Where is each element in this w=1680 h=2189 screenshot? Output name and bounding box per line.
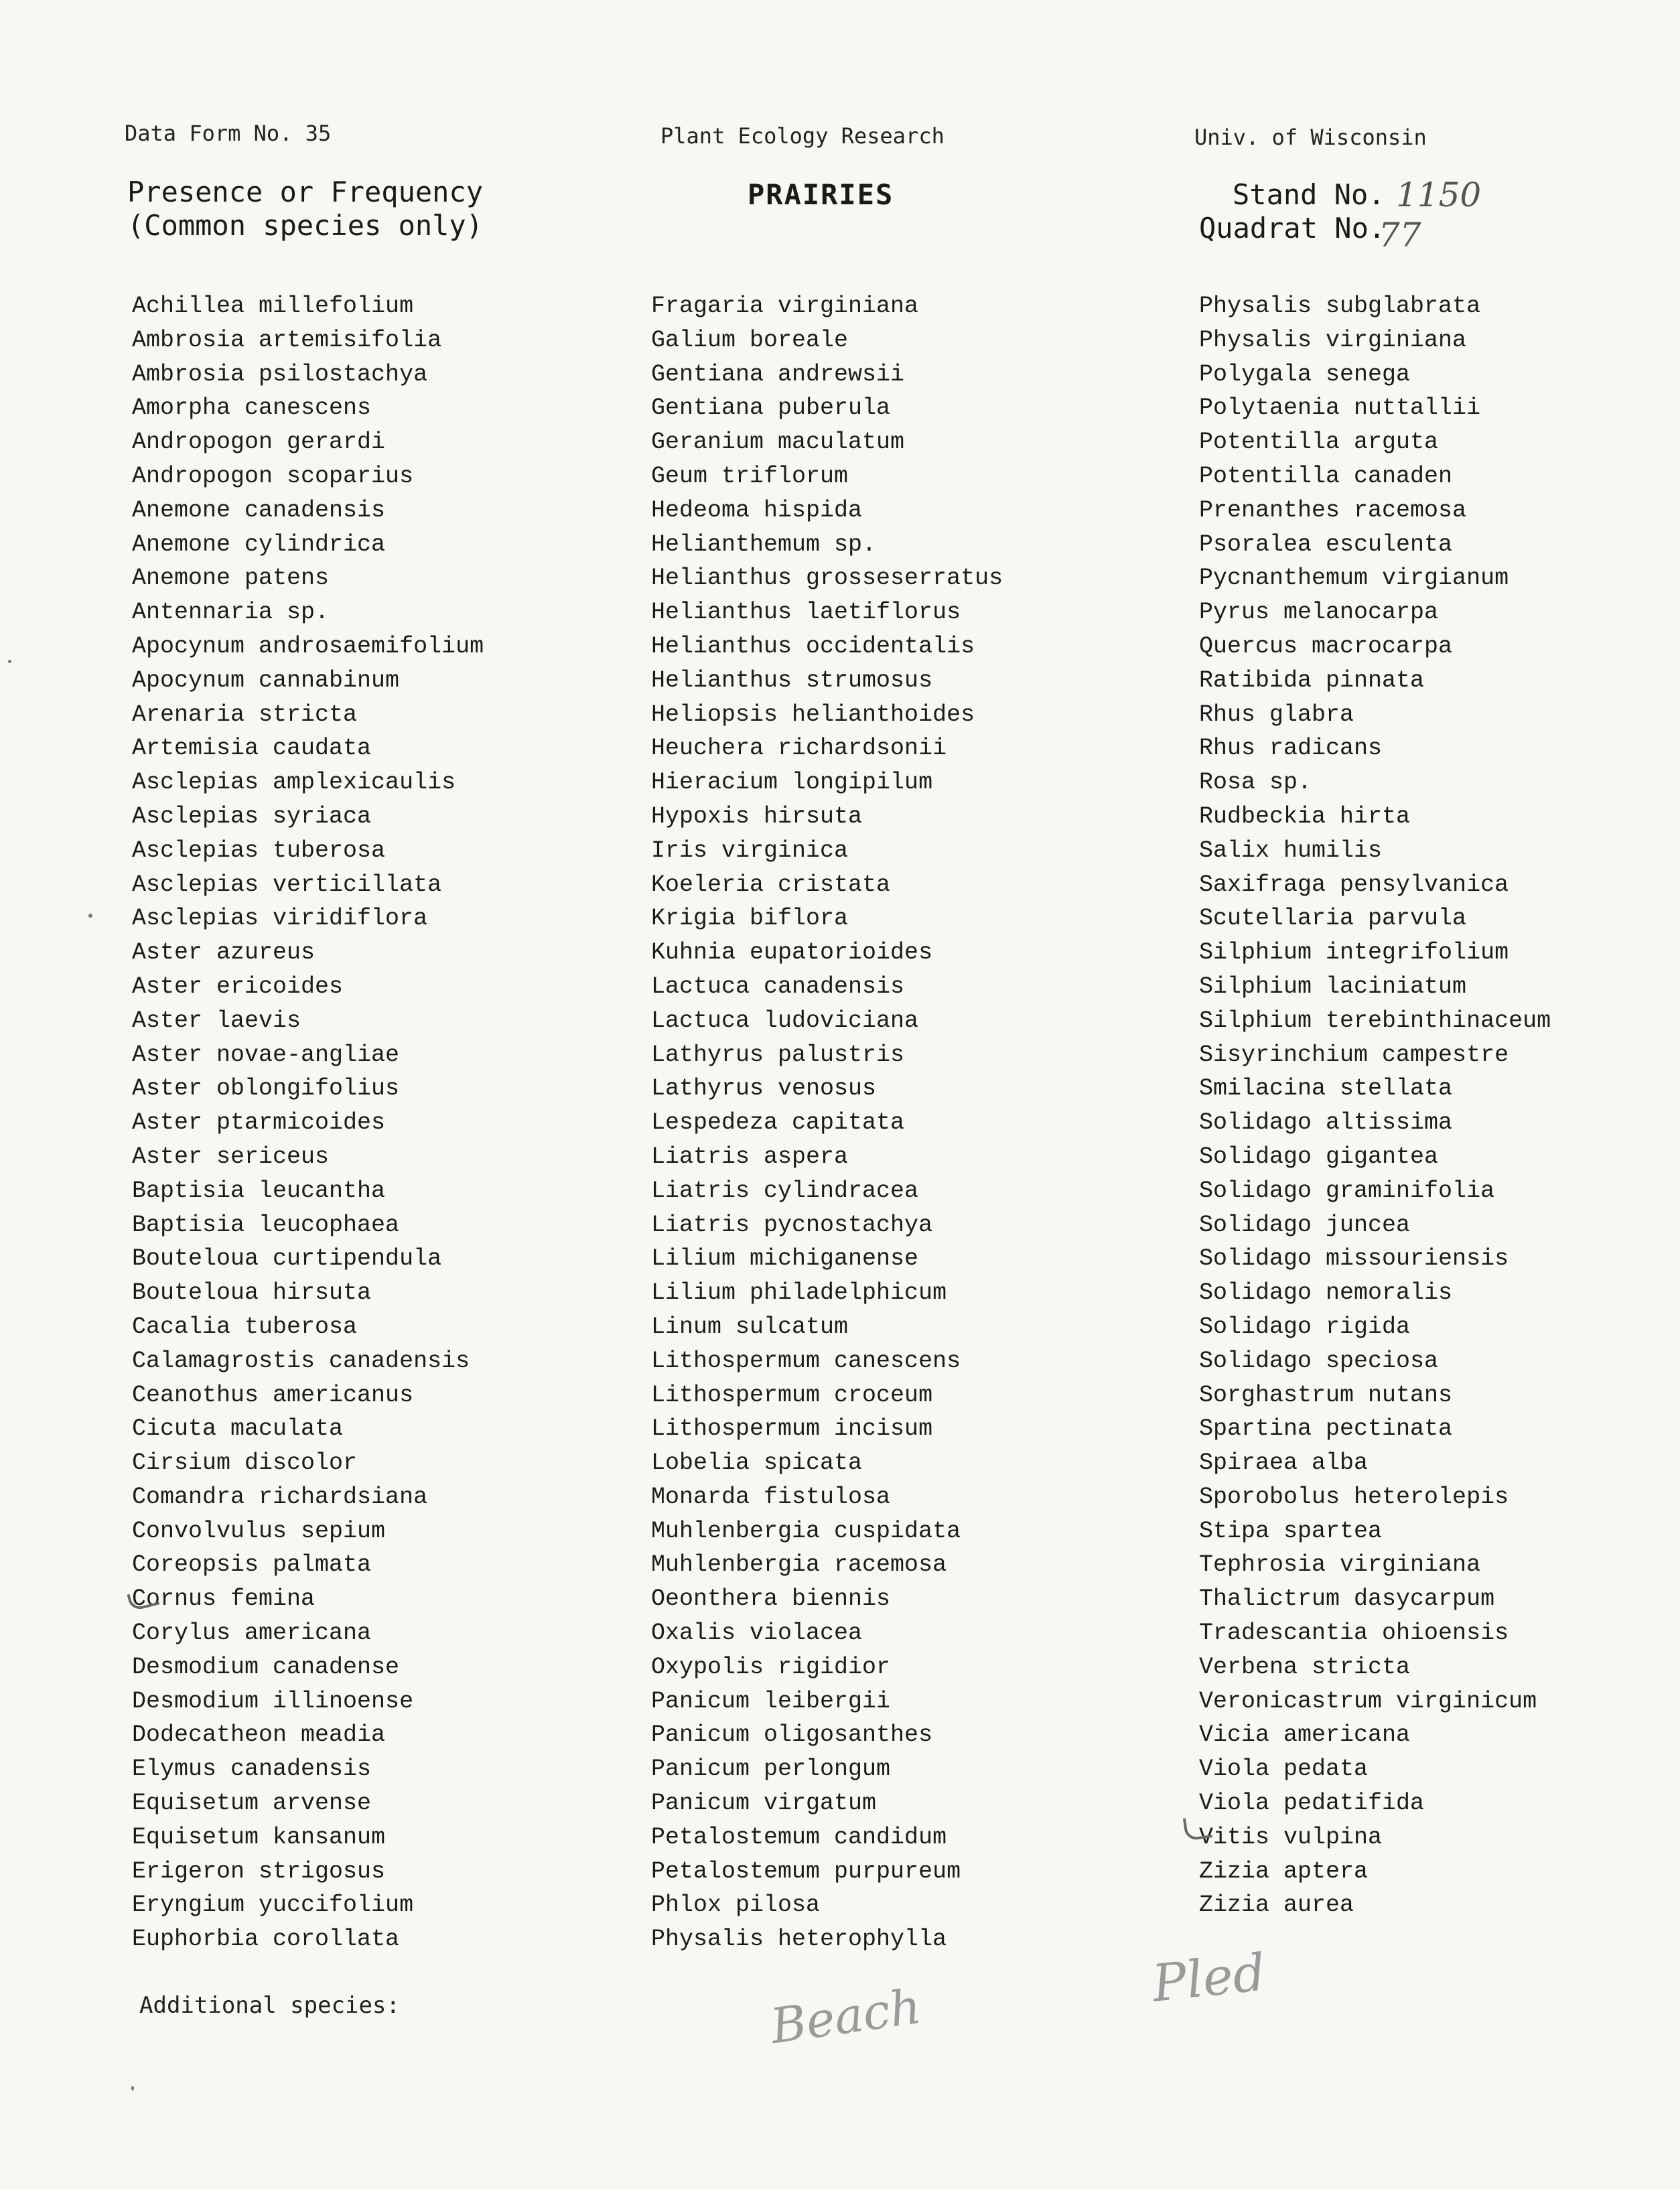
species-entry: Pycnanthemum virgianum <box>1199 565 1509 592</box>
species-entry: Aster oblongifolius <box>132 1075 400 1103</box>
species-entry: Iris virginica <box>651 837 849 864</box>
species-column-1 <box>132 289 484 1957</box>
species-entry: Phlox pilosa <box>651 1892 821 1919</box>
species-entry: Hieracium longipilum <box>651 769 933 796</box>
species-entry: Helianthemum sp. <box>651 531 877 558</box>
species-entry: Cacalia tuberosa <box>132 1313 358 1340</box>
species-entry: Cornus femina <box>132 1585 316 1613</box>
species-entry: Panicum oligosanthes <box>651 1721 933 1749</box>
species-entry: Stipa spartea <box>1199 1517 1383 1545</box>
handwritten-note-beach: Beach <box>767 1977 924 2055</box>
species-entry: Smilacina stellata <box>1199 1075 1453 1103</box>
species-entry: Liatris aspera <box>651 1143 849 1170</box>
species-entry: Lobelia spicata <box>651 1450 863 1477</box>
species-entry: Lathyrus venosus <box>651 1075 877 1103</box>
species-entry: Asclepias tuberosa <box>132 837 386 864</box>
species-entry: Veronicastrum virginicum <box>1199 1687 1537 1715</box>
species-entry: Solidago graminifolia <box>1199 1177 1495 1204</box>
species-entry: Lespedeza capitata <box>651 1109 905 1137</box>
species-entry: Asclepias syriaca <box>132 802 372 830</box>
species-entry: Sporobolus heterolepis <box>1199 1483 1509 1510</box>
species-entry: Panicum virgatum <box>651 1790 877 1817</box>
species-entry: Hypoxis hirsuta <box>651 802 863 830</box>
species-entry: Pyrus melanocarpa <box>1199 599 1439 626</box>
species-entry: Physalis subglabrata <box>1199 293 1481 320</box>
handwritten-note-pled: Pled <box>1149 1942 1269 2014</box>
species-entry: Erigeron strigosus <box>132 1857 386 1885</box>
species-entry: Prenanthes racemosa <box>1199 496 1467 524</box>
species-entry: Tephrosia virginiana <box>1199 1551 1481 1579</box>
species-entry: Kuhnia eupatorioides <box>651 939 933 967</box>
form-title-line-1: Presence or Frequency <box>127 175 484 208</box>
scan-speck <box>131 2086 134 2091</box>
species-entry: Solidago speciosa <box>1199 1347 1439 1374</box>
species-entry: Solidago gigantea <box>1199 1143 1439 1170</box>
species-entry: Oxypolis rigidior <box>651 1653 891 1681</box>
species-entry: Saxifraga pensylvanica <box>1199 871 1509 898</box>
species-entry: Asclepias verticillata <box>132 871 442 898</box>
species-entry: Ambrosia artemisifolia <box>132 326 442 354</box>
species-entry: Vitis vulpina <box>1199 1823 1383 1851</box>
species-entry: Geum triflorum <box>651 462 849 490</box>
species-entry: Desmodium illinoense <box>132 1687 414 1715</box>
species-entry: Silphium laciniatum <box>1199 973 1467 1000</box>
scan-speck <box>8 660 11 663</box>
species-entry: Lactuca ludoviciana <box>651 1007 919 1034</box>
species-entry: Lithospermum croceum <box>651 1381 933 1409</box>
species-entry: Arenaria stricta <box>132 701 358 728</box>
species-entry: Muhlenbergia cuspidata <box>651 1517 961 1545</box>
species-entry: Lactuca canadensis <box>651 973 905 1000</box>
species-entry: Gentiana andrewsii <box>651 360 905 388</box>
species-entry: Desmodium canadense <box>132 1653 400 1681</box>
species-entry: Ambrosia psilostachya <box>132 360 428 388</box>
species-entry: Oxalis violacea <box>651 1620 863 1647</box>
quadrat-number-label: Quadrat No. <box>1199 212 1386 244</box>
form-number: Data Form No. 35 <box>125 121 332 146</box>
species-entry: Vicia americana <box>1199 1721 1411 1749</box>
species-entry: Ceanothus americanus <box>132 1381 414 1409</box>
species-entry: Quercus macrocarpa <box>1199 632 1453 660</box>
species-entry: Aster laevis <box>132 1007 301 1034</box>
species-entry: Sorghastrum nutans <box>1199 1381 1453 1409</box>
check-mark-vitis <box>1183 1815 1212 1841</box>
species-entry: Spiraea alba <box>1199 1450 1369 1477</box>
additional-species-label: Additional species: <box>139 1992 400 2019</box>
species-entry: Helianthus laetiflorus <box>651 599 961 626</box>
species-entry: Aster ericoides <box>132 973 344 1000</box>
species-entry: Physalis virginiana <box>1199 326 1467 354</box>
species-entry: Zizia aptera <box>1199 1857 1369 1885</box>
stand-number-value: 1150 <box>1396 175 1482 214</box>
species-entry: Petalostemum candidum <box>651 1823 947 1851</box>
species-entry: Aster sericeus <box>132 1143 330 1170</box>
species-entry: Verbena stricta <box>1199 1653 1411 1681</box>
quadrat-number-value: 77 <box>1379 216 1421 255</box>
species-entry: Andropogon gerardi <box>132 429 386 456</box>
species-entry: Asclepias amplexicaulis <box>132 769 456 796</box>
species-entry: Linum sulcatum <box>651 1313 849 1340</box>
species-entry: Anemone canadensis <box>132 496 386 524</box>
species-entry: Rosa sp. <box>1199 769 1312 796</box>
species-entry: Rhus radicans <box>1199 735 1383 762</box>
species-entry: Aster azureus <box>132 939 316 967</box>
species-entry: Calamagrostis canadensis <box>132 1347 470 1374</box>
species-entry: Fragaria virginiana <box>651 293 919 320</box>
species-entry: Lilium michiganense <box>651 1245 919 1273</box>
species-column-2 <box>651 289 1003 1957</box>
scan-speck <box>88 914 92 918</box>
organization-name: Plant Ecology Research <box>660 123 944 149</box>
species-entry: Geranium maculatum <box>651 429 905 456</box>
species-entry: Ratibida pinnata <box>1199 666 1425 694</box>
species-entry: Asclepias viridiflora <box>132 905 428 932</box>
species-entry: Amorpha canescens <box>132 395 372 422</box>
form-title-line-2: (Common species only) <box>127 209 484 242</box>
species-entry: Viola pedata <box>1199 1756 1369 1783</box>
species-entry: Solidago nemoralis <box>1199 1279 1453 1307</box>
species-entry: Thalictrum dasycarpum <box>1199 1585 1495 1613</box>
species-entry: Hedeoma hispida <box>651 496 863 524</box>
species-entry: Solidago rigida <box>1199 1313 1411 1340</box>
species-entry: Solidago missouriensis <box>1199 1245 1509 1273</box>
species-entry: Lithospermum canescens <box>651 1347 961 1374</box>
species-entry: Monarda fistulosa <box>651 1483 891 1510</box>
species-entry: Panicum perlongum <box>651 1756 891 1783</box>
species-entry: Tradescantia ohioensis <box>1199 1620 1509 1647</box>
species-entry: Spartina pectinata <box>1199 1415 1453 1443</box>
species-entry: Lilium philadelphicum <box>651 1279 947 1307</box>
species-entry: Lathyrus palustris <box>651 1041 905 1068</box>
species-entry: Oeonthera biennis <box>651 1585 891 1613</box>
species-entry: Solidago altissima <box>1199 1109 1453 1137</box>
species-entry: Corylus americana <box>132 1620 372 1647</box>
species-entry: Anemone cylindrica <box>132 531 386 558</box>
species-entry: Psoralea esculenta <box>1199 531 1453 558</box>
species-entry: Comandra richardsiana <box>132 1483 428 1510</box>
species-entry: Potentilla arguta <box>1199 429 1439 456</box>
species-entry: Apocynum androsaemifolium <box>132 632 484 660</box>
species-entry: Eryngium yuccifolium <box>132 1892 414 1919</box>
species-entry: Panicum leibergii <box>651 1687 891 1715</box>
species-entry: Rhus glabra <box>1199 701 1354 728</box>
species-entry: Gentiana puberula <box>651 395 891 422</box>
species-entry: Galium boreale <box>651 326 849 354</box>
species-entry: Helianthus strumosus <box>651 666 933 694</box>
species-entry: Silphium terebinthinaceum <box>1199 1007 1551 1034</box>
species-entry: Viola pedatifida <box>1199 1790 1425 1817</box>
species-entry: Coreopsis palmata <box>132 1551 372 1579</box>
species-entry: Aster ptarmicoides <box>132 1109 386 1137</box>
species-entry: Aster novae-angliae <box>132 1041 400 1068</box>
species-entry: Antennaria sp. <box>132 599 330 626</box>
species-entry: Petalostemum purpureum <box>651 1857 961 1885</box>
species-entry: Muhlenbergia racemosa <box>651 1551 947 1579</box>
species-entry: Scutellaria parvula <box>1199 905 1467 932</box>
species-entry: Zizia aurea <box>1199 1892 1354 1919</box>
species-entry: Polygala senega <box>1199 360 1411 388</box>
species-entry: Bouteloua curtipendula <box>132 1245 442 1273</box>
species-entry: Lithospermum incisum <box>651 1415 933 1443</box>
species-entry: Polytaenia nuttallii <box>1199 395 1481 422</box>
document-title: PRAIRIES <box>748 178 894 211</box>
species-entry: Solidago juncea <box>1199 1211 1411 1239</box>
species-entry: Liatris pycnostachya <box>651 1211 933 1239</box>
species-entry: Rudbeckia hirta <box>1199 802 1411 830</box>
stand-number-label: Stand No. <box>1233 178 1385 211</box>
species-entry: Silphium integrifolium <box>1199 939 1509 967</box>
species-entry: Heuchera richardsonii <box>651 735 947 762</box>
species-column-3 <box>1199 289 1551 1922</box>
species-entry: Koeleria cristata <box>651 871 891 898</box>
species-entry: Heliopsis helianthoides <box>651 701 975 728</box>
species-entry: Helianthus occidentalis <box>651 632 975 660</box>
species-entry: Krigia biflora <box>651 905 849 932</box>
species-entry: Elymus canadensis <box>132 1756 372 1783</box>
species-entry: Andropogon scoparius <box>132 462 414 490</box>
species-entry: Bouteloua hirsuta <box>132 1279 372 1307</box>
species-entry: Sisyrinchium campestre <box>1199 1041 1509 1068</box>
species-entry: Baptisia leucantha <box>132 1177 386 1204</box>
species-entry: Helianthus grosseserratus <box>651 565 1003 592</box>
species-entry: Anemone patens <box>132 565 330 592</box>
species-entry: Cicuta maculata <box>132 1415 344 1443</box>
species-entry: Convolvulus sepium <box>132 1517 386 1545</box>
species-entry: Potentilla canaden <box>1199 462 1453 490</box>
species-entry: Artemisia caudata <box>132 735 372 762</box>
species-entry: Salix humilis <box>1199 837 1383 864</box>
species-entry: Achillea millefolium <box>132 293 414 320</box>
species-entry: Cirsium discolor <box>132 1450 358 1477</box>
species-entry: Baptisia leucophaea <box>132 1211 400 1239</box>
species-entry: Equisetum kansanum <box>132 1823 386 1851</box>
species-entry: Physalis heterophylla <box>651 1926 947 1953</box>
university-name: Univ. of Wisconsin <box>1194 125 1427 150</box>
species-entry: Dodecatheon meadia <box>132 1721 386 1749</box>
species-entry: Euphorbia corollata <box>132 1926 400 1953</box>
species-entry: Apocynum cannabinum <box>132 666 400 694</box>
species-entry: Liatris cylindracea <box>651 1177 919 1204</box>
species-entry: Equisetum arvense <box>132 1790 372 1817</box>
